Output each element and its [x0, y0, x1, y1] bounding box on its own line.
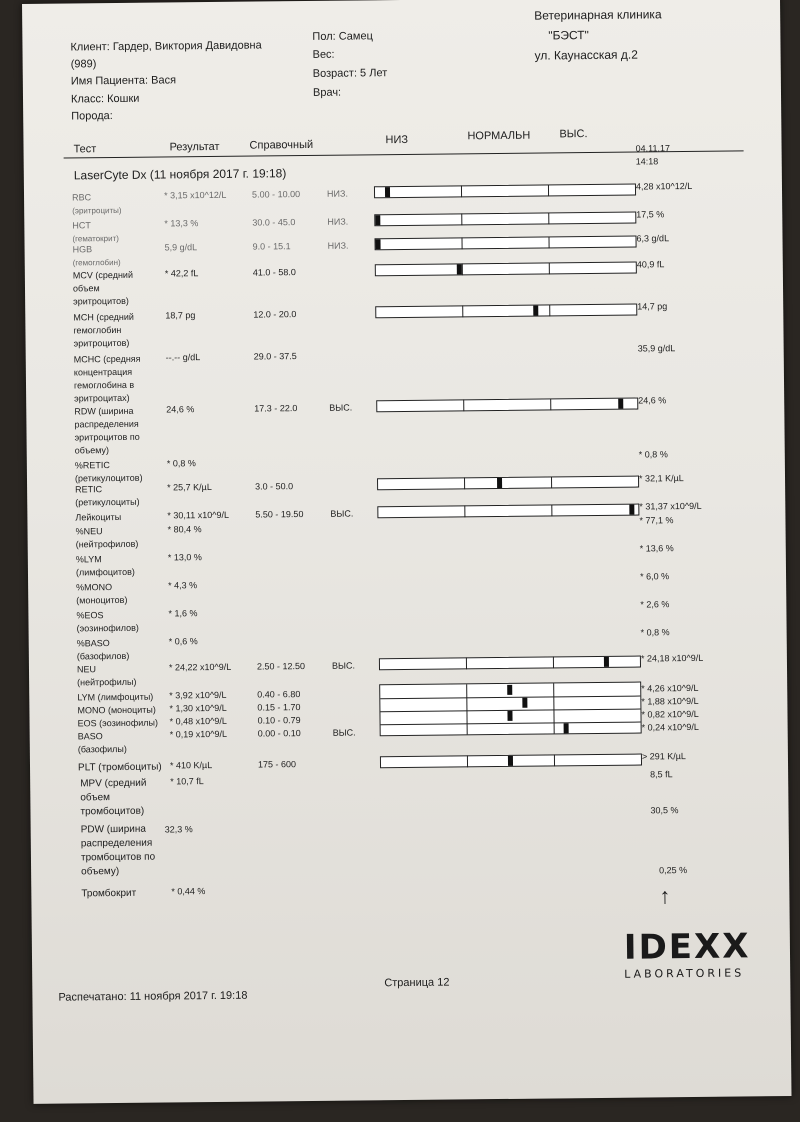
reference-range: 41.0 - 58.0 — [252, 267, 296, 278]
result-flag: НИЗ. — [327, 216, 349, 227]
value-marker — [507, 685, 512, 695]
value-marker — [376, 239, 381, 249]
test-name: MCV (средний — [72, 269, 134, 281]
test-result: 18,7 pg — [165, 310, 196, 321]
col-reference: Справочный — [249, 138, 314, 152]
previous-value: * 6,0 % — [639, 571, 670, 582]
test-result: * 24,22 x10^9/L — [168, 661, 232, 673]
test-subname: (гематокрит) — [72, 233, 119, 244]
range-bar-divider — [554, 754, 555, 766]
value-marker — [385, 187, 390, 197]
test-result: * 4,3 % — [168, 580, 198, 591]
test-name: NEU — [76, 664, 97, 675]
test-subname: тромбоцитов) — [80, 805, 145, 818]
reference-range: 2.50 - 12.50 — [256, 661, 306, 672]
previous-value: 30,5 % — [650, 805, 679, 816]
patient-breed: Порода: — [71, 110, 113, 123]
test-subname: эритроцитов) — [73, 295, 129, 307]
result-flag: ВЫС. — [329, 402, 353, 413]
previous-value: * 0,8 % — [640, 627, 670, 638]
range-bar-divider — [461, 237, 462, 249]
test-subname: распределения — [80, 837, 153, 850]
test-result: * 3,15 x10^12/L — [163, 189, 227, 201]
test-name: RBC — [71, 192, 92, 203]
previous-value: 40,9 fL — [636, 259, 665, 270]
test-subname: гемоглобин — [73, 324, 122, 336]
test-name: PDW (ширина — [80, 823, 147, 836]
range-bar-divider — [463, 399, 464, 411]
value-marker — [604, 657, 609, 667]
test-name: MONO (моноциты) — [77, 704, 156, 716]
previous-value: * 31,37 x10^9/L — [639, 500, 702, 512]
previous-value: * 77,1 % — [639, 515, 674, 526]
test-subname: распределения — [74, 418, 139, 430]
result-flag: ВЫС. — [331, 660, 356, 671]
reference-range: 12.0 - 20.0 — [253, 309, 297, 320]
reference-range: 175 - 600 — [257, 759, 297, 770]
test-result: * 13,3 % — [164, 218, 199, 229]
test-subname: эритроцитов) — [73, 337, 130, 349]
test-result: * 25,7 K/µL — [167, 482, 212, 493]
test-subname: (эозинофилов) — [76, 622, 139, 634]
reference-range: 9.0 - 15.1 — [252, 241, 291, 252]
test-result: * 410 K/µL — [169, 760, 213, 771]
value-marker — [508, 756, 513, 766]
test-result: * 0,19 x10^9/L — [169, 728, 227, 740]
test-name: PLT (тромбоциты) — [77, 761, 162, 774]
test-subname: (нейтрофилов) — [75, 538, 139, 550]
test-name: Тромбокрит — [81, 887, 137, 900]
result-flag: ВЫС. — [332, 727, 356, 738]
col-normal: НОРМАЛЬН — [467, 129, 531, 143]
test-result: 5,9 g/dL — [164, 242, 198, 253]
test-subname: (моноцитов) — [76, 594, 128, 606]
value-marker — [457, 264, 462, 274]
range-bar — [374, 212, 636, 227]
reference-range: 30.0 - 45.0 — [252, 217, 296, 228]
test-name: %MONO — [76, 582, 113, 593]
test-name: HGB — [72, 244, 93, 255]
test-name: RDW (ширина — [74, 405, 134, 417]
result-flag: НИЗ. — [327, 240, 349, 251]
range-bar-divider — [553, 656, 554, 668]
report-page — [22, 0, 791, 1104]
range-bar-divider — [549, 262, 550, 274]
previous-value: 0,25 % — [659, 865, 688, 876]
value-marker — [618, 399, 623, 409]
range-bar-divider — [467, 755, 468, 767]
previous-value: 4,28 x10^12/L — [635, 180, 693, 192]
test-result: * 80,4 % — [167, 524, 202, 535]
range-bar — [377, 504, 639, 519]
previous-value: * 2,6 % — [640, 599, 670, 610]
test-subname: (лимфоцитов) — [75, 566, 135, 578]
reference-range: 0.15 - 1.70 — [257, 702, 301, 713]
previous-value: * 0,8 % — [638, 449, 668, 460]
range-bar-divider — [551, 476, 552, 488]
range-bar — [375, 304, 637, 319]
clinic-address: ул. Каунасская д.2 — [534, 47, 638, 63]
range-bar — [377, 476, 639, 491]
printed-date: Распечатано: 11 ноября 2017 г. 19:18 — [58, 989, 248, 1004]
value-marker — [522, 698, 527, 708]
previous-value: 8,5 fL — [650, 769, 673, 780]
test-name: MCH (средний — [73, 311, 134, 323]
range-bar — [375, 262, 637, 277]
test-name: MCHC (средняя — [73, 353, 141, 365]
previous-value: * 0,82 x10^9/L — [641, 708, 699, 720]
idexx-laboratories-text: LABORATORIES — [624, 966, 745, 981]
col-low: НИЗ — [385, 133, 409, 147]
previous-value: 6,3 g/dL — [636, 233, 670, 244]
range-bar — [380, 754, 642, 769]
reference-range: 5.00 - 10.00 — [251, 189, 301, 200]
test-subname: гемоглобина в — [73, 379, 135, 391]
test-result: --.-- g/dL — [165, 352, 201, 363]
reference-range: 17.3 - 22.0 — [254, 403, 298, 414]
range-bar — [379, 656, 641, 671]
previous-value: 14,7 pg — [637, 301, 668, 312]
previous-value: * 4,26 x10^9/L — [641, 682, 699, 694]
test-result: * 13,0 % — [167, 552, 202, 563]
reference-range: 3.0 - 50.0 — [255, 481, 294, 492]
value-marker — [564, 723, 569, 733]
test-result: * 0,48 x10^9/L — [169, 715, 227, 727]
patient-age: Возраст: 5 Лет — [312, 67, 388, 80]
test-subname: объему) — [81, 865, 120, 878]
test-subname: (базофилы) — [77, 743, 127, 755]
test-subname: (эритроциты) — [72, 205, 122, 216]
subset-row-divider — [380, 696, 640, 700]
previous-date: 04.11.17 — [635, 143, 670, 154]
previous-value: * 0,24 x10^9/L — [641, 721, 699, 733]
clinic-name: Ветеринарная клиника — [534, 7, 662, 23]
range-bar-divider — [551, 504, 552, 516]
reference-range: 29.0 - 37.5 — [253, 351, 297, 362]
test-subname: (ретикулоцитов) — [74, 472, 143, 484]
test-name: %BASO — [76, 638, 110, 649]
test-subname: объем — [80, 792, 111, 804]
range-bar-divider — [466, 657, 467, 669]
value-marker — [533, 306, 538, 316]
previous-value: * 24,18 x10^9/L — [640, 652, 704, 664]
col-high: ВЫС. — [559, 128, 588, 141]
up-arrow-icon: ↑ — [659, 883, 671, 909]
test-subname: концентрация — [73, 366, 133, 378]
result-flag: НИЗ. — [326, 188, 348, 199]
test-result: * 0,6 % — [168, 636, 198, 647]
test-subname: объему) — [74, 445, 110, 456]
test-result: * 30,11 x10^9/L — [167, 509, 230, 521]
test-subname: эритроцитах) — [74, 392, 130, 404]
value-marker — [629, 505, 634, 515]
test-result: * 10,7 fL — [170, 776, 204, 787]
reference-range: 0.40 - 6.80 — [257, 689, 301, 700]
test-subname: тромбоцитов по — [80, 851, 156, 864]
previous-value: 35,9 g/dL — [637, 343, 676, 354]
test-result: 32,3 % — [164, 824, 193, 835]
range-bar — [374, 236, 636, 251]
test-result: * 1,30 x10^9/L — [169, 702, 227, 714]
test-name: %RETIC — [74, 460, 110, 471]
subset-row-divider — [381, 722, 641, 726]
test-subname: объем — [72, 283, 100, 294]
col-test: Тест — [73, 143, 97, 156]
range-bar-divider — [548, 212, 549, 224]
range-bar-divider — [464, 477, 465, 489]
section-title: LaserCyte Dx (11 ноября 2017 г. 19:18) — [73, 166, 287, 183]
value-marker — [507, 711, 512, 721]
range-bar-divider — [462, 305, 463, 317]
page-number: Страница 12 — [384, 976, 450, 990]
result-flag: ВЫС. — [330, 508, 354, 519]
test-result: * 3,92 x10^9/L — [169, 689, 227, 701]
previous-value: * 13,6 % — [639, 543, 674, 554]
test-subname: (базофилов) — [76, 650, 130, 662]
reference-range: 5.50 - 19.50 — [255, 509, 304, 520]
range-bar — [374, 184, 636, 199]
client-name: Клиент: Гардер, Виктория Давидовна — [70, 39, 262, 54]
patient-name: Имя Пациента: Вася — [70, 74, 177, 88]
test-result: 24,6 % — [166, 404, 195, 415]
value-marker — [497, 478, 502, 488]
test-name: RETIC — [75, 484, 103, 495]
test-subname: (гемоглобин) — [72, 257, 121, 268]
previous-value: 24,6 % — [638, 395, 667, 406]
value-marker — [375, 215, 380, 225]
range-bar-divider — [462, 263, 463, 275]
range-bar-divider — [461, 185, 462, 197]
test-subname: эритроцитов по — [74, 431, 140, 443]
range-bar-divider — [550, 398, 551, 410]
test-result: * 42,2 fL — [164, 268, 199, 279]
test-name: %NEU — [75, 526, 103, 537]
range-bar-divider — [464, 505, 465, 517]
client-phone: (989) — [70, 58, 97, 71]
range-bar — [376, 398, 638, 413]
clinic-brand: "БЭСТ" — [548, 28, 589, 43]
reference-range: 0.00 - 0.10 — [257, 728, 301, 739]
test-name: HCT — [72, 220, 91, 231]
test-name: LYM (лимфоциты) — [77, 691, 154, 703]
test-subname: (нейтрофилы) — [77, 676, 137, 688]
previous-value: * 32,1 K/µL — [638, 473, 684, 484]
range-bar-divider — [548, 236, 549, 248]
col-result: Результат — [169, 140, 220, 154]
patient-weight: Вес: — [312, 48, 335, 61]
range-bar-divider — [461, 213, 462, 225]
range-bar-divider — [548, 184, 549, 196]
test-name: EOS (эозинофилы) — [77, 717, 158, 729]
patient-sex: Пол: Самец — [312, 30, 373, 43]
range-bar-divider — [549, 304, 550, 316]
leukocyte-subset-bars — [379, 682, 642, 737]
previous-value: 17,5 % — [636, 209, 665, 220]
previous-value: * 1,88 x10^9/L — [641, 695, 699, 707]
reference-range: 0.10 - 0.79 — [257, 715, 301, 726]
idexx-logo: IDEXX — [623, 926, 751, 968]
test-name: Лейкоциты — [75, 511, 122, 523]
test-subname: (ретикулоциты) — [75, 496, 140, 508]
test-name: %LYM — [75, 554, 102, 565]
patient-class: Класс: Кошки — [70, 92, 140, 106]
doctor: Врач: — [312, 86, 342, 99]
test-result: * 0,8 % — [166, 458, 196, 469]
previous-value: > 291 K/µL — [641, 751, 686, 762]
test-name: BASO — [77, 731, 103, 742]
previous-time: 14:18 — [635, 156, 659, 167]
test-result: * 0,44 % — [171, 886, 206, 897]
test-name: MPV (средний — [80, 777, 147, 790]
test-result: * 1,6 % — [168, 608, 198, 619]
test-name: %EOS — [76, 610, 104, 621]
